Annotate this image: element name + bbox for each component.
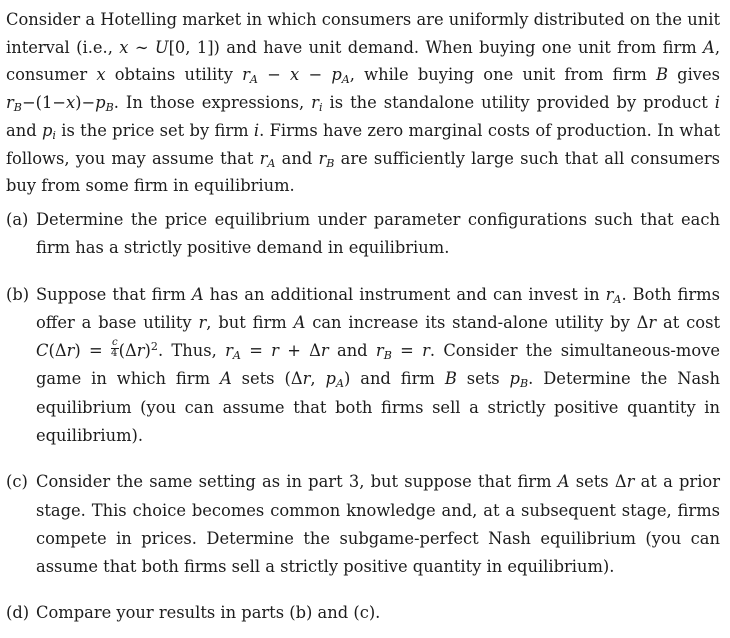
part-b [6,281,720,451]
part-c-label: (c) [6,472,28,492]
part-b-text: Suppose that firm A has an additional instrument and can invest in $r_A$. Both firms offer a base utility r, but firm A can increase its stand-alone utility by Δr at cost C(Δr) = $\frac{c}{4}$ $(\Delta r)^2$. Thus, $r_A = r + \Delta r$ and $r_B = r$. Consider the simultaneous-move game in which firm A sets (Δr, $p_A$) and firm B sets $p_B$. Determine the Nash equilibrium (you can assume that both firms sell a strictly positive quantity in equilibrium). [36,284,721,445]
part-b-label: (b) [6,284,30,304]
part-c-text: Consider the same setting as in part 3, but suppose that firm A sets Δr at a prior stage. This choice becomes common knowledge and, at a subsequent stage, firms compete in prices. Determine the subgame-perfect Nash equilibrium (you can assume that both firms sell a strictly positive quantity in equilibrium). [36,472,720,577]
cost-fraction: $\frac{c}{4}$ [110,337,118,359]
part-a-label: (a) [6,209,29,229]
problem-intro: Consider a Hotelling market in which consumers are uniformly distributed on the unit interval (i.e., x ∼ U[0, 1]) and have unit demand. When buying one unit from firm A, consumer x obtains utility $r_A - x - p_A$, while buying one unit from firm B gives $r_B-(1-x)-p_B$. In those expressions, $r_i$ is the standalone utility provided by product i and $p_i$ is the price set by firm i. Firms have zero marginal costs of production. In what follows, you may assume that $r_A$ and $r_B$ are sufficiently large such that all consumers buy from some firm in equilibrium. [6,10,721,196]
part-d-label: (d) [6,603,30,623]
part-d-text: Compare your results in parts (b) and (c). [36,603,381,623]
part-c [6,468,720,581]
part-d [6,599,720,627]
part-a [6,206,720,263]
part-a-text: Determine the price equilibrium under parameter configurations such that each firm has a strictly positive demand in equilibrium. [36,209,720,258]
